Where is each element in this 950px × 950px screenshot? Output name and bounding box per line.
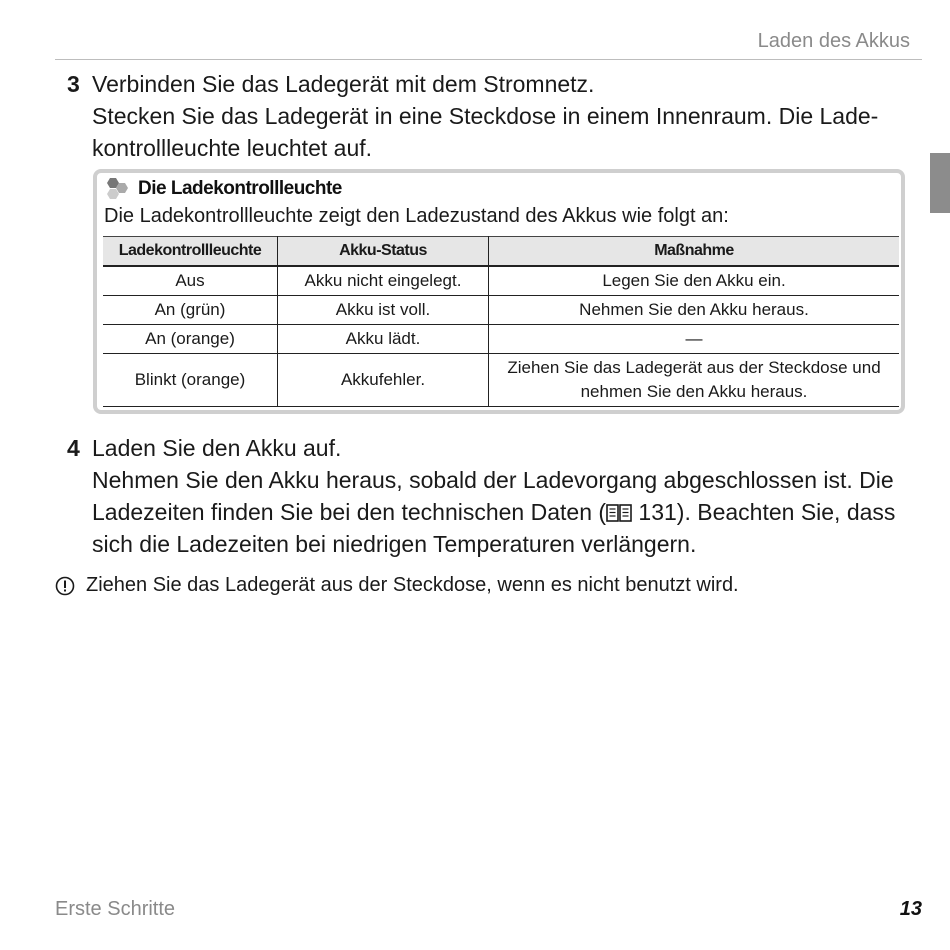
table-cell: Nehmen Sie den Akku heraus. (489, 296, 900, 325)
table-cell: Ziehen Sie das Ladegerät aus der Steckdose und nehmen Sie den Akku heraus. (489, 354, 900, 407)
step-body-text: Nehmen Sie den Akku heraus, sobald der Ladevorgang abgeschlossen ist. Die Ladezeiten finden Sie bei den technischen Daten ( (92, 467, 894, 525)
step-number: 4 (67, 435, 80, 461)
step-body-text: ). Beachten Sie, dass sich die Ladezeiten bei niedrigen Temperaturen verlängern. (92, 499, 896, 557)
step-body: Stecken Sie das Ladegerät in eine Steckdose in einem Innenraum. Die Ladekontrollleuchte leuchtet auf. (92, 103, 879, 161)
header-divider (55, 59, 922, 60)
table-header-row (103, 237, 899, 267)
table-row (103, 266, 899, 296)
table-cell: An (grün) (103, 296, 278, 325)
page-reference: 131 (632, 499, 677, 525)
step-4 (67, 432, 912, 560)
table-row (103, 354, 899, 407)
table-row (103, 325, 899, 354)
step-number: 3 (67, 71, 80, 97)
note-icon (104, 176, 134, 202)
table-cell: Blinkt (orange) (103, 354, 278, 407)
step-title: Verbinden Sie das Ladegerät mit dem Stromnetz. (92, 71, 595, 97)
table-cell: Akku lädt. (278, 325, 489, 354)
page-number: 13 (899, 898, 922, 920)
book-icon (606, 503, 632, 523)
column-header: Ladekontrollleuchte (103, 237, 278, 267)
table-cell: Legen Sie den Akku ein. (489, 266, 900, 296)
table-cell: Akku nicht eingelegt. (278, 266, 489, 296)
step-body (92, 464, 912, 560)
note-heading (104, 175, 342, 203)
step-title: Laden Sie den Akku auf. (92, 435, 342, 461)
table-cell: An (orange) (103, 325, 278, 354)
step-3 (67, 68, 912, 164)
footer-chapter: Erste Schritte (55, 898, 176, 920)
charge-status-table (103, 236, 899, 407)
column-header: Maßnahme (489, 237, 900, 267)
caution-icon (55, 576, 75, 596)
table-cell: — (489, 325, 900, 354)
note-intro: Die Ladekontrollleuchte zeigt den Ladezustand des Akkus wie folgt an: (104, 205, 729, 227)
column-header: Akku-Status (278, 237, 489, 267)
caution-note (55, 574, 739, 597)
table-cell: Aus (103, 266, 278, 296)
note-title: Die Ladekontrollleuchte (138, 178, 342, 199)
caution-text: Ziehen Sie das Ladegerät aus der Steckdose, wenn es nicht benutzt wird. (86, 574, 739, 596)
table-cell: Akku ist voll. (278, 296, 489, 325)
section-header: Laden des Akkus (757, 30, 910, 52)
chapter-tab-marker (930, 153, 950, 213)
table-row (103, 296, 899, 325)
table-cell: Akkufehler. (278, 354, 489, 407)
